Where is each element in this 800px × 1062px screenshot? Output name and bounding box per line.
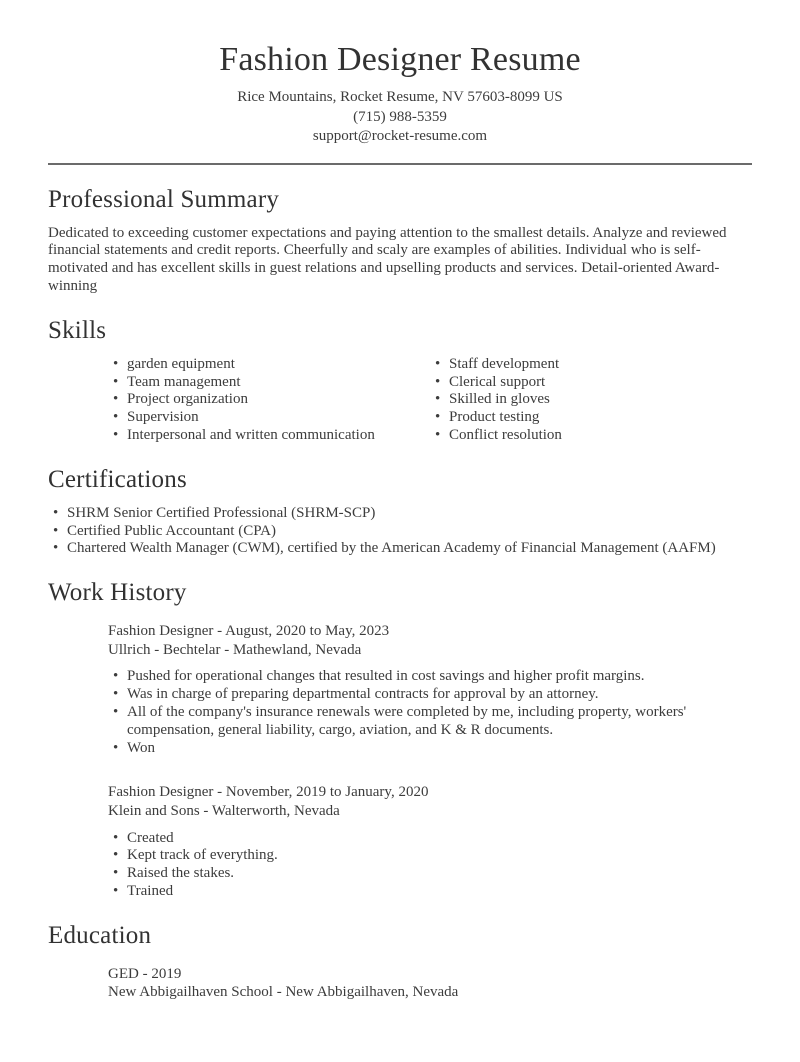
contact-email: support@rocket-resume.com [312, 128, 488, 145]
job-header [108, 622, 752, 659]
skills-list-right [430, 356, 752, 445]
job-employer-line: Klein and Sons - Walterworth, Nevada [108, 802, 340, 819]
skill-item: • Project organization [108, 391, 430, 409]
section-certifications [48, 465, 752, 558]
skills-columns [108, 356, 752, 445]
job-duties-list [108, 668, 752, 757]
skill-item: • Interpersonal and written communication [108, 427, 430, 445]
section-skills [48, 316, 752, 445]
job-employer-line: Ullrich - Bechtelar - Mathewland, Nevada [108, 641, 362, 658]
summary-text: Dedicated to exceeding customer expectations and paying attention to the smallest details. Analyze and reviewed financial statements and credit reports. Cheerfully and scaly are examples of abilities. Individual who is self-motivated and has excellent skills in guest relations and upselling products and services. Detail-oriented Award-winning [48, 224, 727, 294]
job-title-line: Fashion Designer - November, 2019 to January, 2020 [108, 784, 429, 801]
skill-item: • garden equipment [108, 356, 430, 374]
section-heading-skills: Skills [48, 316, 107, 344]
education-school-line: New Abbigailhaven School - New Abbigailhaven, Nevada [108, 984, 459, 1001]
skill-item: • Product testing [430, 409, 752, 427]
certification-item: • Certified Public Accountant (CPA) [48, 523, 752, 541]
job-duties-list [108, 830, 752, 901]
job-duty-item: • Pushed for operational changes that resulted in cost savings and higher profit margins. [108, 668, 752, 686]
contact-block [48, 88, 752, 147]
section-heading-work-history: Work History [48, 579, 187, 607]
section-heading-education: Education [48, 921, 152, 949]
job-title-line: Fashion Designer - August, 2020 to May, 2023 [108, 623, 390, 640]
section-heading-certifications: Certifications [48, 465, 187, 493]
contact-phone: (715) 988-5359 [353, 108, 447, 125]
certification-item: • Chartered Wealth Manager (CWM), certified by the American Academy of Financial Management (AAFM) [48, 540, 752, 558]
resume-header [48, 40, 752, 147]
section-professional-summary [48, 185, 752, 296]
section-work-history [48, 578, 752, 901]
job-entry [108, 622, 752, 757]
job-duty-item: • Kept track of everything. [108, 847, 752, 865]
job-duty-item: • Created [108, 830, 752, 848]
skill-item: • Team management [108, 374, 430, 392]
page-title: Fashion Designer Resume [219, 41, 581, 78]
skill-item: • Supervision [108, 409, 430, 427]
section-heading-professional-summary: Professional Summary [48, 185, 280, 213]
skill-item: • Staff development [430, 356, 752, 374]
job-header [108, 783, 752, 820]
skill-item: • Skilled in gloves [430, 391, 752, 409]
section-education [48, 921, 752, 1002]
certifications-list [48, 505, 752, 558]
header-divider [48, 163, 752, 165]
skills-list-left [108, 356, 430, 445]
skill-item: • Clerical support [430, 374, 752, 392]
job-entry [108, 783, 752, 900]
contact-address: Rice Mountains, Rocket Resume, NV 57603-8099 US [237, 89, 563, 106]
job-duty-item: • Trained [108, 883, 752, 901]
job-duty-item: • Raised the stakes. [108, 865, 752, 883]
job-duty-item: • Was in charge of preparing departmental contracts for approval by an attorney. [108, 686, 752, 704]
education-degree-line: GED - 2019 [108, 965, 182, 982]
skill-item: • Conflict resolution [430, 427, 752, 445]
certification-item: • SHRM Senior Certified Professional (SHRM-SCP) [48, 505, 752, 523]
education-entry [108, 965, 752, 1002]
job-duty-item: • Won [108, 740, 752, 758]
job-duty-item: • All of the company's insurance renewals were completed by me, including property, workers' compensation, general liability, cargo, aviation, and K & R documents. [108, 704, 752, 740]
